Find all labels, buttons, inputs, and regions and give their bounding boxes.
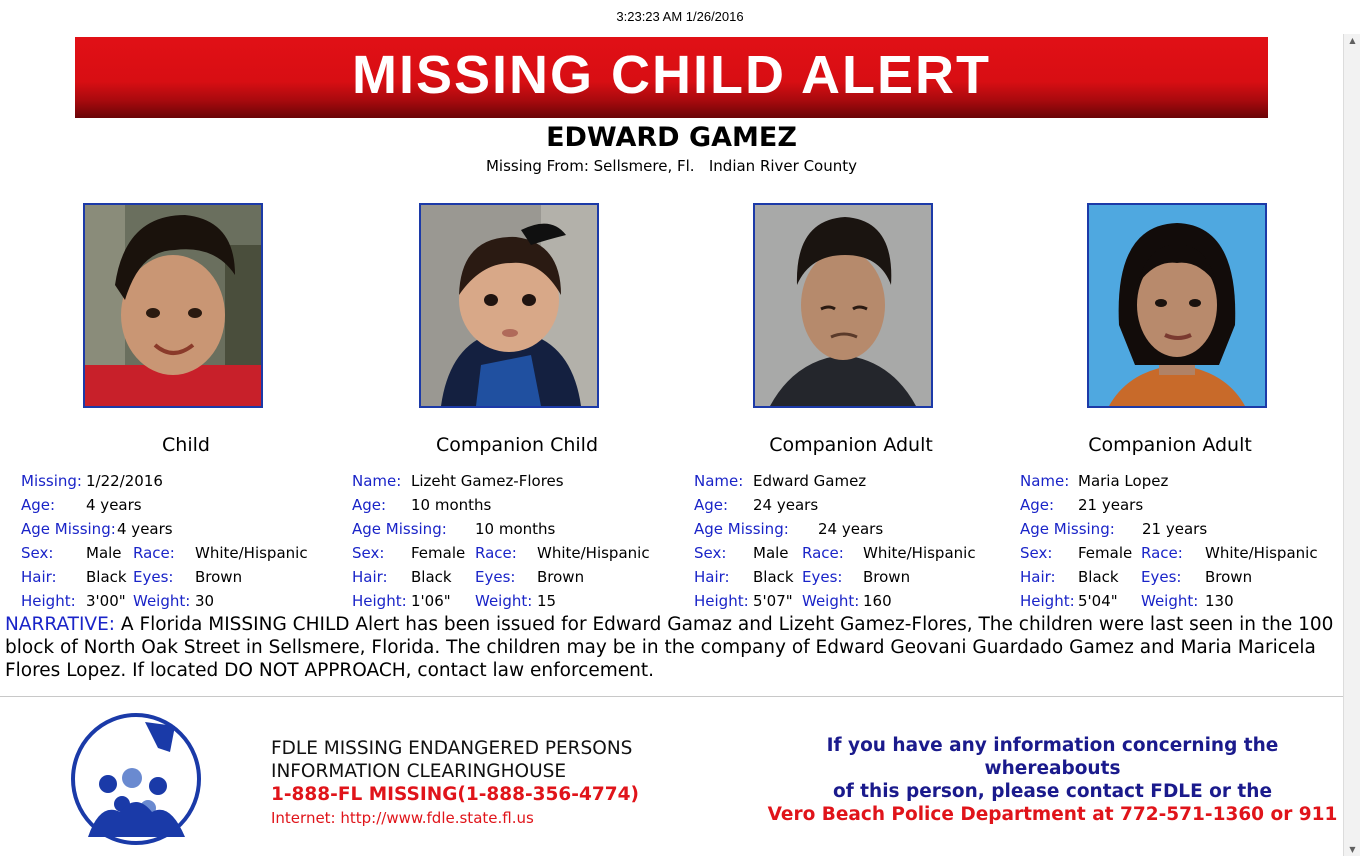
field1-value: Maria Lopez: [1078, 472, 1169, 490]
fdle-contact: [271, 737, 639, 829]
photo-companion-adult-male: [753, 203, 933, 408]
age-missing-label: Age Missing:: [1020, 520, 1115, 538]
height-value: 5'07": [753, 592, 793, 610]
sex-value: Female: [1078, 544, 1133, 562]
height-value: 3'00": [86, 592, 126, 610]
scroll-up-icon[interactable]: ▲: [1349, 36, 1356, 45]
age-missing-value: 24 years: [818, 520, 884, 538]
sex-label: Sex:: [1020, 544, 1053, 562]
height-value: 1'06": [411, 592, 451, 610]
person-title: Companion Child: [435, 434, 599, 456]
eyes-value: Brown: [195, 568, 243, 586]
narrative-label: NARRATIVE:: [5, 614, 116, 635]
race-label: Race:: [802, 544, 844, 562]
hair-value: Black: [86, 568, 127, 586]
height-label: Height:: [1020, 592, 1075, 610]
weight-label: Weight:: [1141, 592, 1199, 610]
weight-label: Weight:: [475, 592, 533, 610]
height-value: 5'04": [1078, 592, 1118, 610]
sex-value: Male: [753, 544, 789, 562]
field1-label: Name:: [1020, 472, 1070, 490]
age-missing-value: 21 years: [1142, 520, 1208, 538]
race-value: White/Hispanic: [1205, 544, 1318, 562]
fdle-phone: 1-888-FL MISSING(1-888-356-4774): [271, 784, 639, 805]
alert-banner: [75, 37, 1268, 118]
eyes-label: Eyes:: [802, 568, 843, 586]
fdle-website-link[interactable]: Internet: http://www.fdle.state.fl.us: [271, 809, 534, 827]
sex-value: Male: [86, 544, 122, 562]
age-value: 4 years: [86, 496, 142, 514]
divider: [0, 696, 1343, 697]
sex-label: Sex:: [21, 544, 54, 562]
weight-value: 160: [863, 592, 892, 610]
hair-label: Hair:: [21, 568, 57, 586]
hair-value: Black: [411, 568, 452, 586]
sex-label: Sex:: [694, 544, 727, 562]
field1-label: Missing:: [21, 472, 82, 490]
hair-value: Black: [753, 568, 794, 586]
field1-value: 1/22/2016: [86, 472, 163, 490]
info-line3: Vero Beach Police Department at 772-571-1360 or 911: [767, 804, 1338, 825]
field1-label: Name:: [694, 472, 744, 490]
info-line1: If you have any information concerning the whereabouts: [826, 735, 1279, 779]
race-label: Race:: [1141, 544, 1183, 562]
person-title: Companion Adult: [769, 434, 933, 456]
height-label: Height:: [694, 592, 749, 610]
age-missing-value: 4 years: [117, 520, 173, 538]
vertical-scrollbar[interactable]: [1343, 34, 1360, 856]
banner-title: MISSING CHILD ALERT: [352, 44, 991, 105]
race-value: White/Hispanic: [537, 544, 650, 562]
field1-label: Name:: [352, 472, 402, 490]
weight-value: 130: [1205, 592, 1234, 610]
age-label: Age:: [694, 496, 729, 514]
age-label: Age:: [352, 496, 387, 514]
photo-companion-adult-female: [1087, 203, 1267, 408]
age-label: Age:: [21, 496, 56, 514]
eyes-value: Brown: [1205, 568, 1253, 586]
eyes-value: Brown: [863, 568, 911, 586]
age-value: 10 months: [411, 496, 492, 514]
scroll-down-icon[interactable]: ▼: [1349, 845, 1356, 854]
race-value: White/Hispanic: [863, 544, 976, 562]
clearinghouse-logo: [70, 712, 202, 846]
eyes-label: Eyes:: [133, 568, 174, 586]
photo-companion-child: [419, 203, 599, 408]
person-title: Child: [162, 434, 210, 456]
hair-value: Black: [1078, 568, 1119, 586]
sex-value: Female: [411, 544, 466, 562]
missing-child-name: EDWARD GAMEZ: [546, 122, 797, 153]
weight-value: 30: [195, 592, 215, 610]
narrative: [5, 613, 1335, 682]
race-label: Race:: [133, 544, 175, 562]
weight-value: 15: [537, 592, 557, 610]
eyes-label: Eyes:: [1141, 568, 1182, 586]
age-missing-value: 10 months: [475, 520, 556, 538]
race-value: White/Hispanic: [195, 544, 308, 562]
eyes-label: Eyes:: [475, 568, 516, 586]
race-label: Race:: [475, 544, 517, 562]
age-missing-label: Age Missing:: [352, 520, 447, 538]
field1-value: Lizeht Gamez-Flores: [411, 472, 564, 490]
weight-label: Weight:: [133, 592, 191, 610]
weight-label: Weight:: [802, 592, 860, 610]
age-missing-label: Age Missing:: [21, 520, 116, 538]
missing-from: Missing From: Sellsmere, Fl. Indian River County: [485, 157, 858, 175]
timestamp: 3:23:23 AM 1/26/2016: [616, 9, 744, 24]
height-label: Height:: [352, 592, 407, 610]
fdle-name-line1: FDLE MISSING ENDANGERED PERSONS: [271, 738, 633, 759]
photo-child: [83, 203, 263, 408]
hair-label: Hair:: [694, 568, 730, 586]
age-value: 21 years: [1078, 496, 1144, 514]
fdle-name-line2: INFORMATION CLEARINGHOUSE: [271, 761, 567, 782]
person-title: Companion Adult: [1088, 434, 1252, 456]
age-value: 24 years: [753, 496, 819, 514]
age-missing-label: Age Missing:: [694, 520, 789, 538]
narrative-text: A Florida MISSING CHILD Alert has been issued for Edward Gamaz and Lizeht Gamez-Flores, The children were last seen in the 100 block of North Oak Street in Sellsmere, Florida. The children may be in the company of Edward Geovani Guardado Gamez and Maria Maricela Flores Lopez. If located DO NOT APPROACH, contact law enforcement.: [5, 614, 1334, 681]
age-label: Age:: [1020, 496, 1055, 514]
height-label: Height:: [21, 592, 76, 610]
field1-value: Edward Gamez: [753, 472, 867, 490]
sex-label: Sex:: [352, 544, 385, 562]
info-notice: [765, 734, 1340, 826]
hair-label: Hair:: [1020, 568, 1056, 586]
info-line2: of this person, please contact FDLE or the: [832, 781, 1272, 802]
eyes-value: Brown: [537, 568, 585, 586]
hair-label: Hair:: [352, 568, 388, 586]
